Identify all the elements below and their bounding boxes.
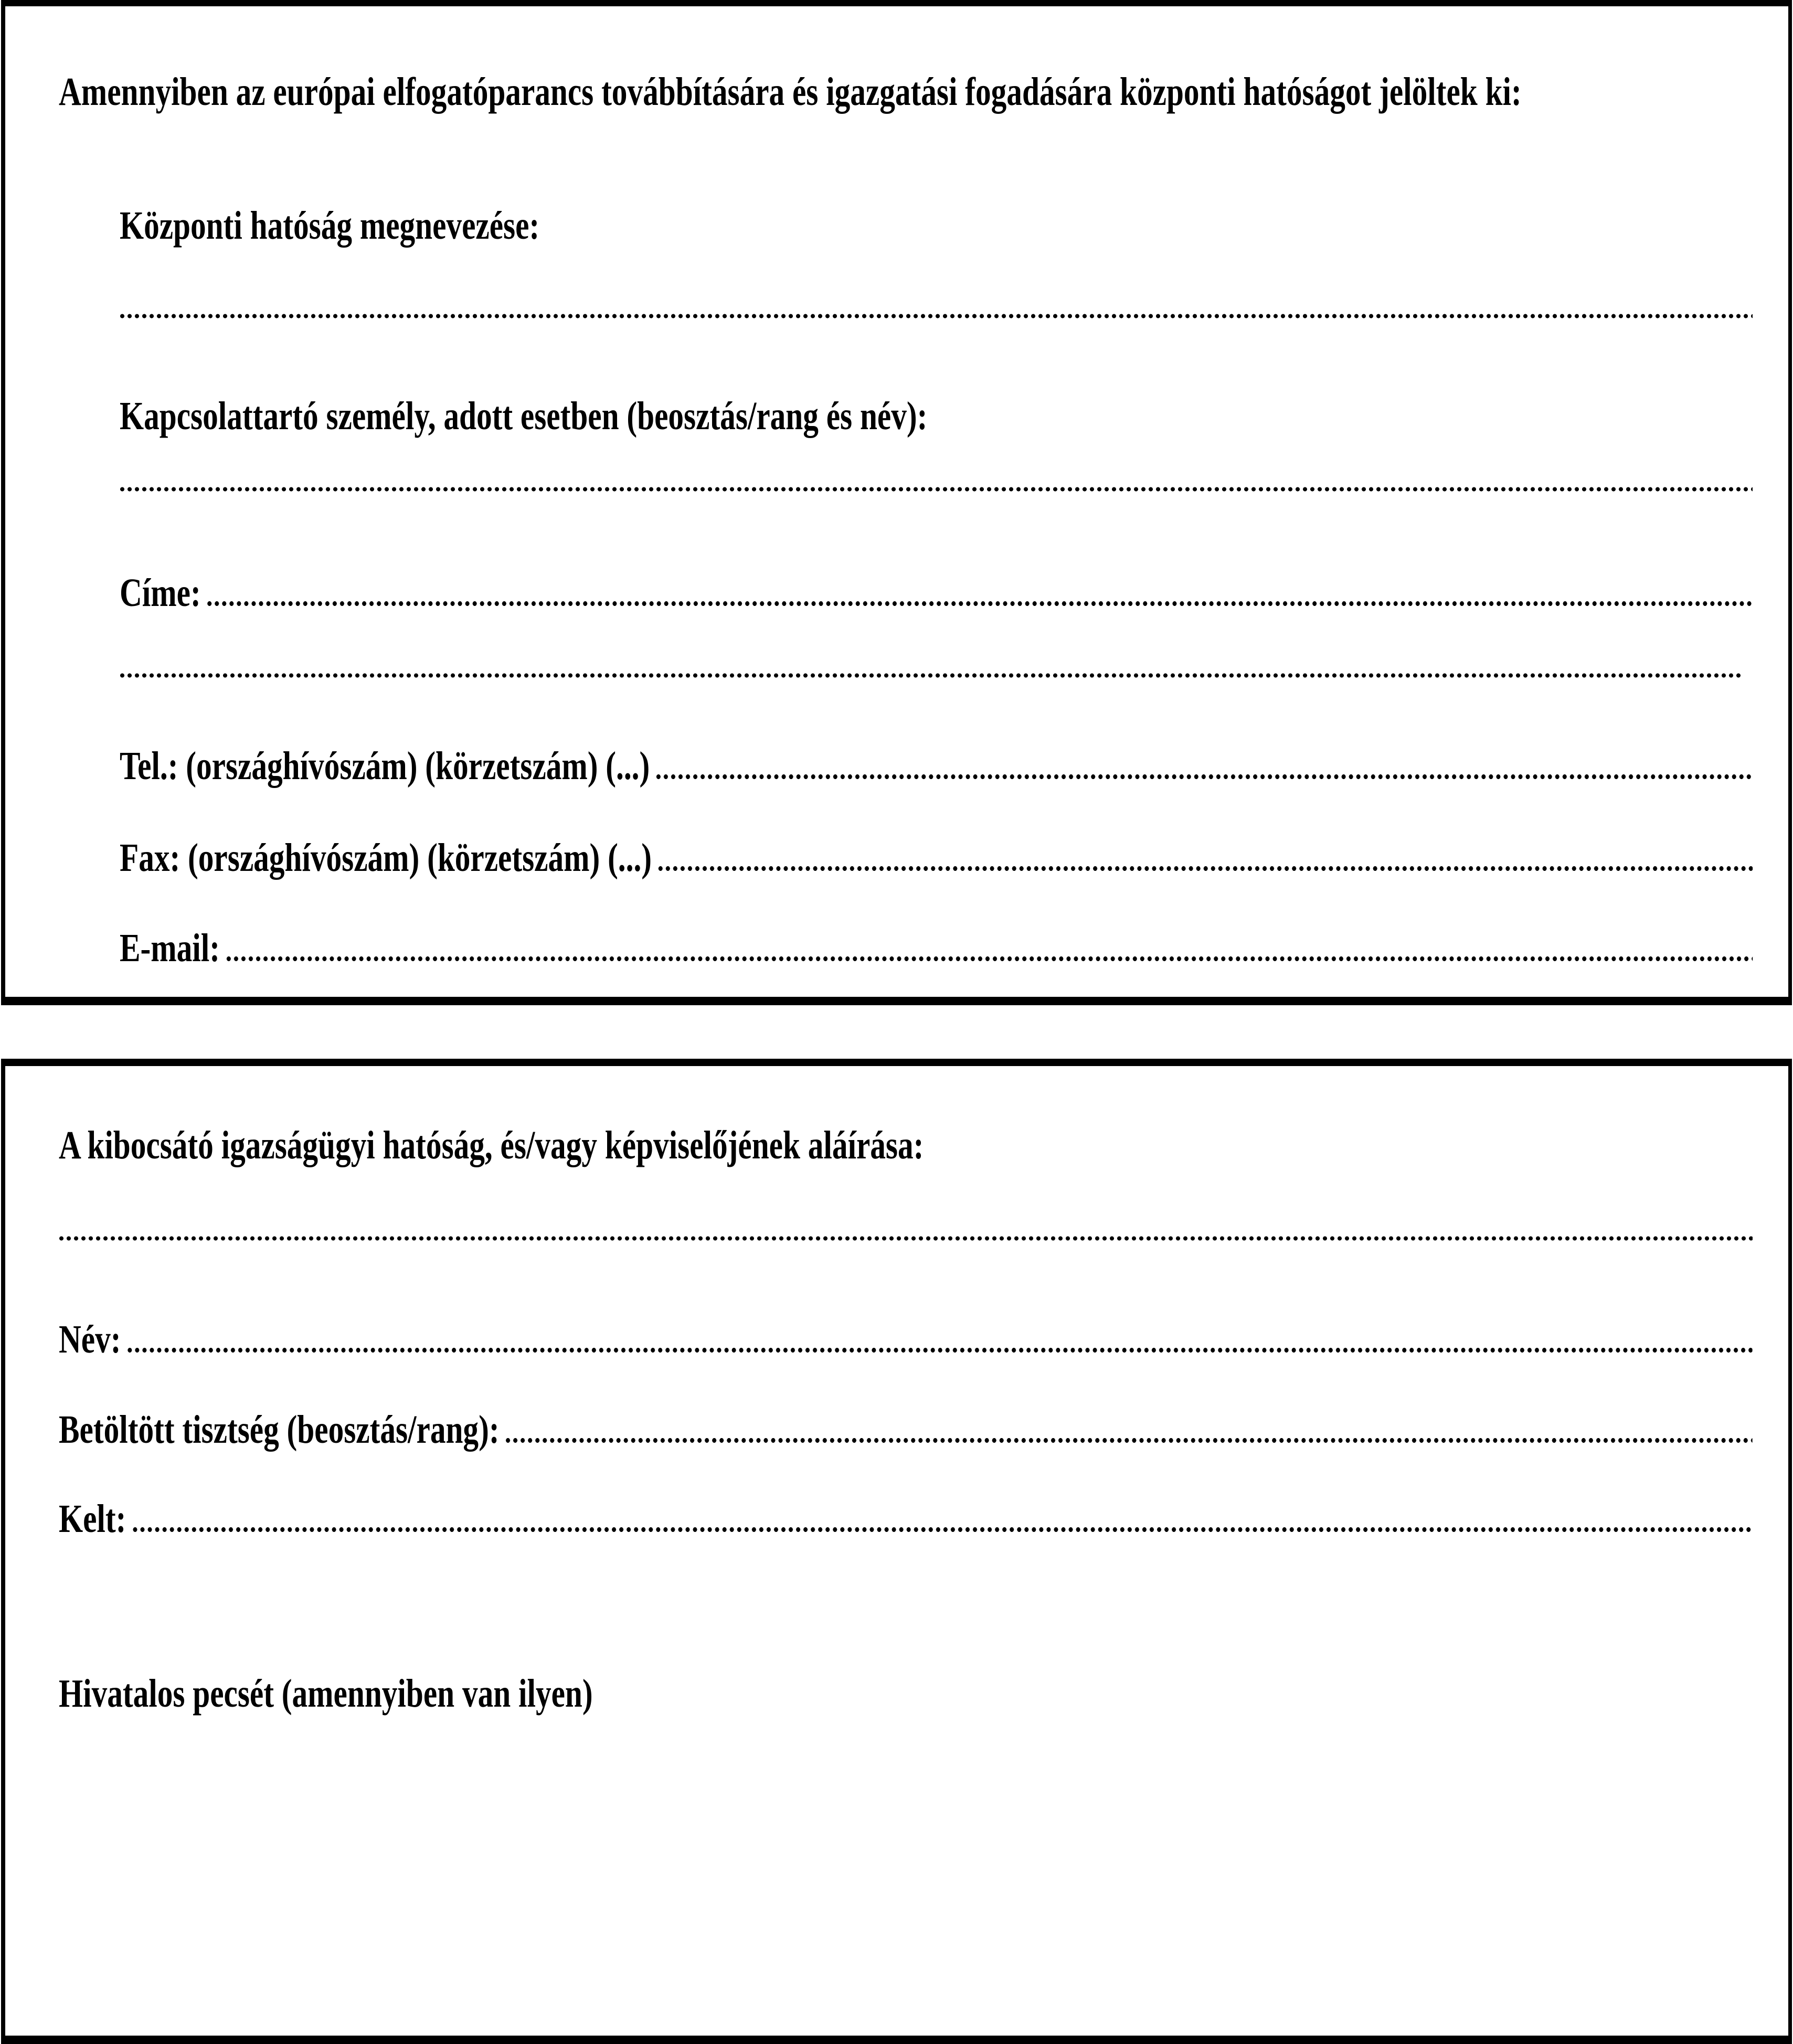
email-line — [226, 956, 1753, 961]
email-row — [120, 923, 1753, 973]
position-line — [505, 1438, 1752, 1443]
address-line — [207, 601, 1753, 606]
name-row — [59, 1314, 1753, 1365]
address-row — [120, 568, 1753, 618]
central-authority-name-label: Központi hatóság megnevezése: — [120, 204, 540, 248]
tel-line — [656, 774, 1753, 779]
position-label: Betöltött tisztség (beosztás/rang): — [59, 1408, 500, 1452]
fax-row — [120, 833, 1753, 883]
address-label: Címe: — [120, 571, 201, 615]
date-row — [59, 1494, 1753, 1544]
central-authority-intro: Amennyiben az európai elfogatóparancs továbbítására és igazgatási fogadására központi hatóságot jelöltek ki: — [59, 70, 1522, 114]
fax-line — [658, 866, 1753, 871]
central-authority-name-line — [120, 314, 1753, 318]
name-line — [127, 1348, 1752, 1353]
signature-box — [1, 1059, 1792, 2044]
contact-person-line — [120, 487, 1753, 492]
fax-label: Fax: (országhívószám) (körzetszám) (...) — [120, 836, 652, 880]
date-line — [132, 1527, 1753, 1532]
date-label: Kelt: — [59, 1497, 126, 1541]
address-line-2 — [120, 673, 1742, 678]
email-label: E-mail: — [120, 926, 220, 970]
tel-label: Tel.: (országhívószám) (körzetszám) (...) — [120, 744, 650, 788]
position-row — [59, 1404, 1753, 1455]
contact-person-label: Kapcsolattartó személy, adott esetben (beosztás/rang és név): — [120, 394, 928, 438]
official-stamp-label: Hivatalos pecsét (amennyiben van ilyen) — [59, 1672, 593, 1716]
signature-intro: A kibocsátó igazságügyi hatóság, és/vagy képviselőjének aláírása: — [59, 1123, 924, 1167]
tel-row — [120, 741, 1753, 791]
name-label: Név: — [59, 1317, 121, 1361]
signature-line — [59, 1236, 1753, 1241]
